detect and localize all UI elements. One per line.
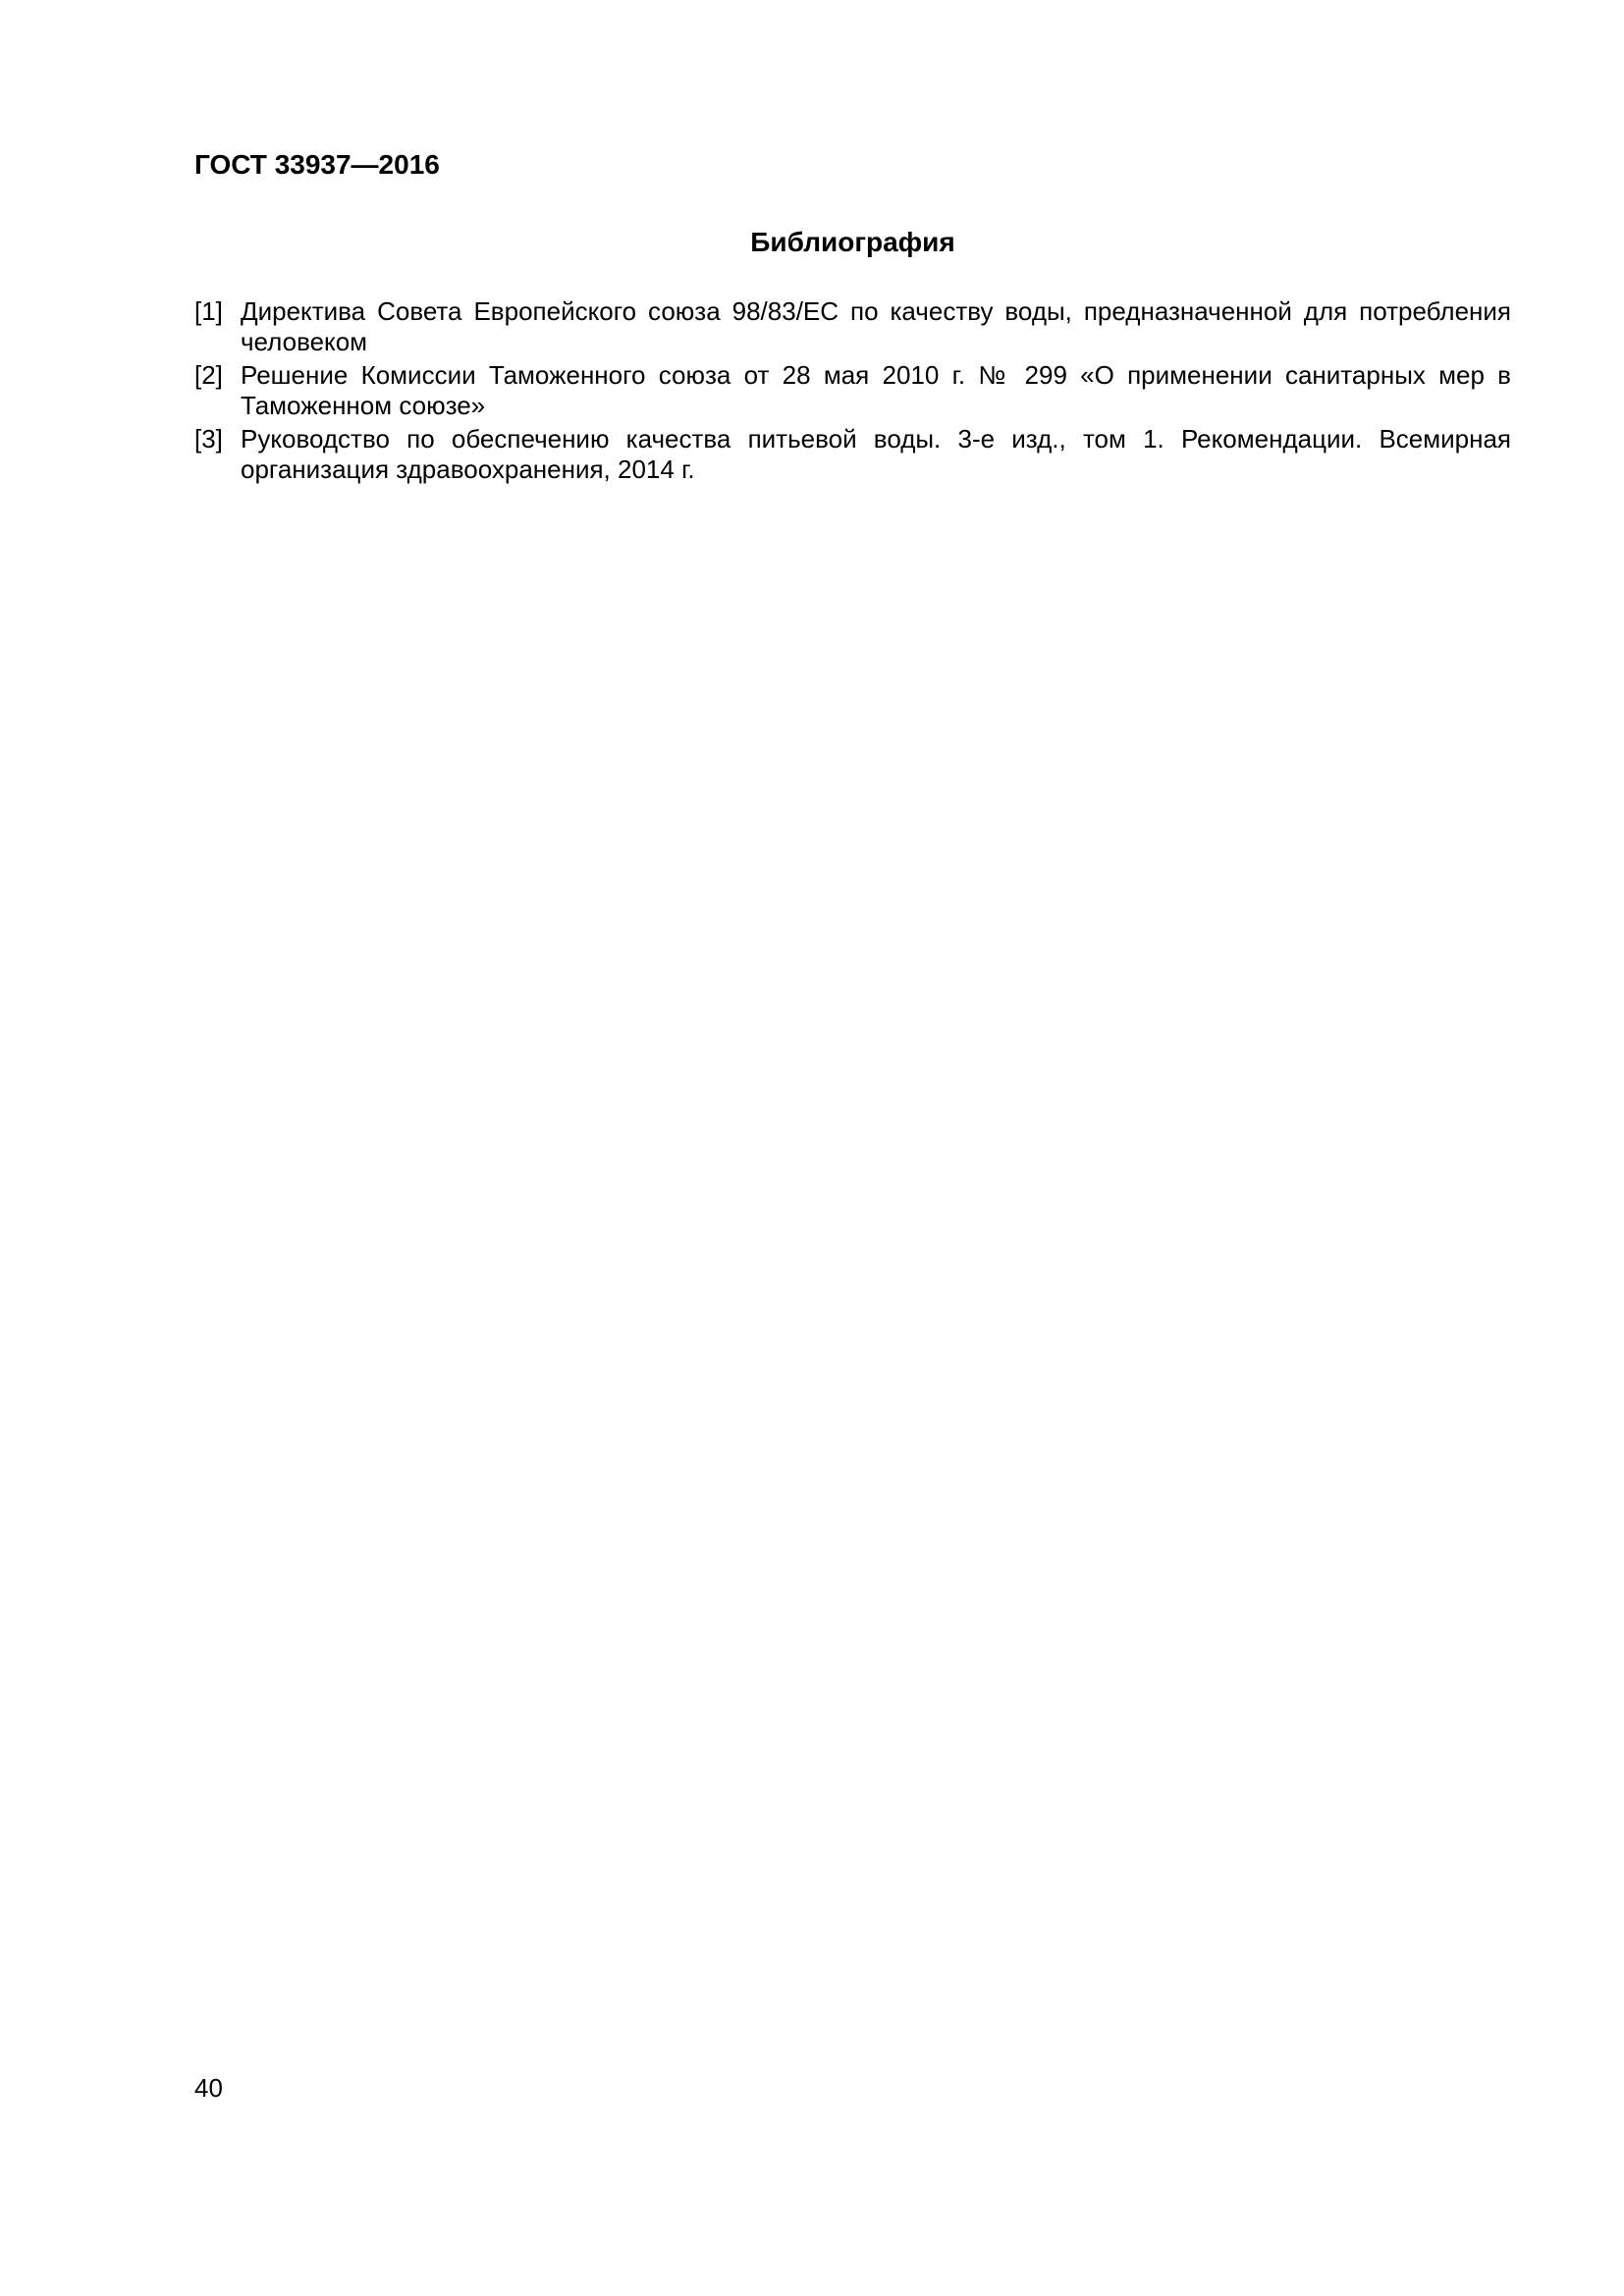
bibliography-item [194, 360, 1511, 421]
bibliography-item-text: Директива Совета Европейского союза 98/83/ЕС по качеству воды, предназначенной для потребления человеком [241, 296, 1511, 356]
bibliography-item [194, 296, 1511, 357]
page-number: 40 [194, 2073, 223, 2103]
bibliography-item-text: Руководство по обеспечению качества питьевой воды. 3-е изд., том 1. Рекомендации. Всемирная организация здравоохранения, 2014 г. [241, 424, 1511, 484]
section-title: Библиография [750, 227, 955, 257]
bibliography-item-number: [2] [194, 360, 223, 390]
bibliography-item-number: [1] [194, 296, 223, 326]
bibliography-list [194, 296, 1511, 488]
bibliography-item [194, 424, 1511, 485]
bibliography-item-number: [3] [194, 424, 223, 454]
document-code: ГОСТ 33937—2016 [194, 149, 440, 180]
bibliography-item-text: Решение Комиссии Таможенного союза от 28 мая 2010 г. № 299 «О применении санитарных мер в Таможенном союзе» [241, 360, 1511, 420]
